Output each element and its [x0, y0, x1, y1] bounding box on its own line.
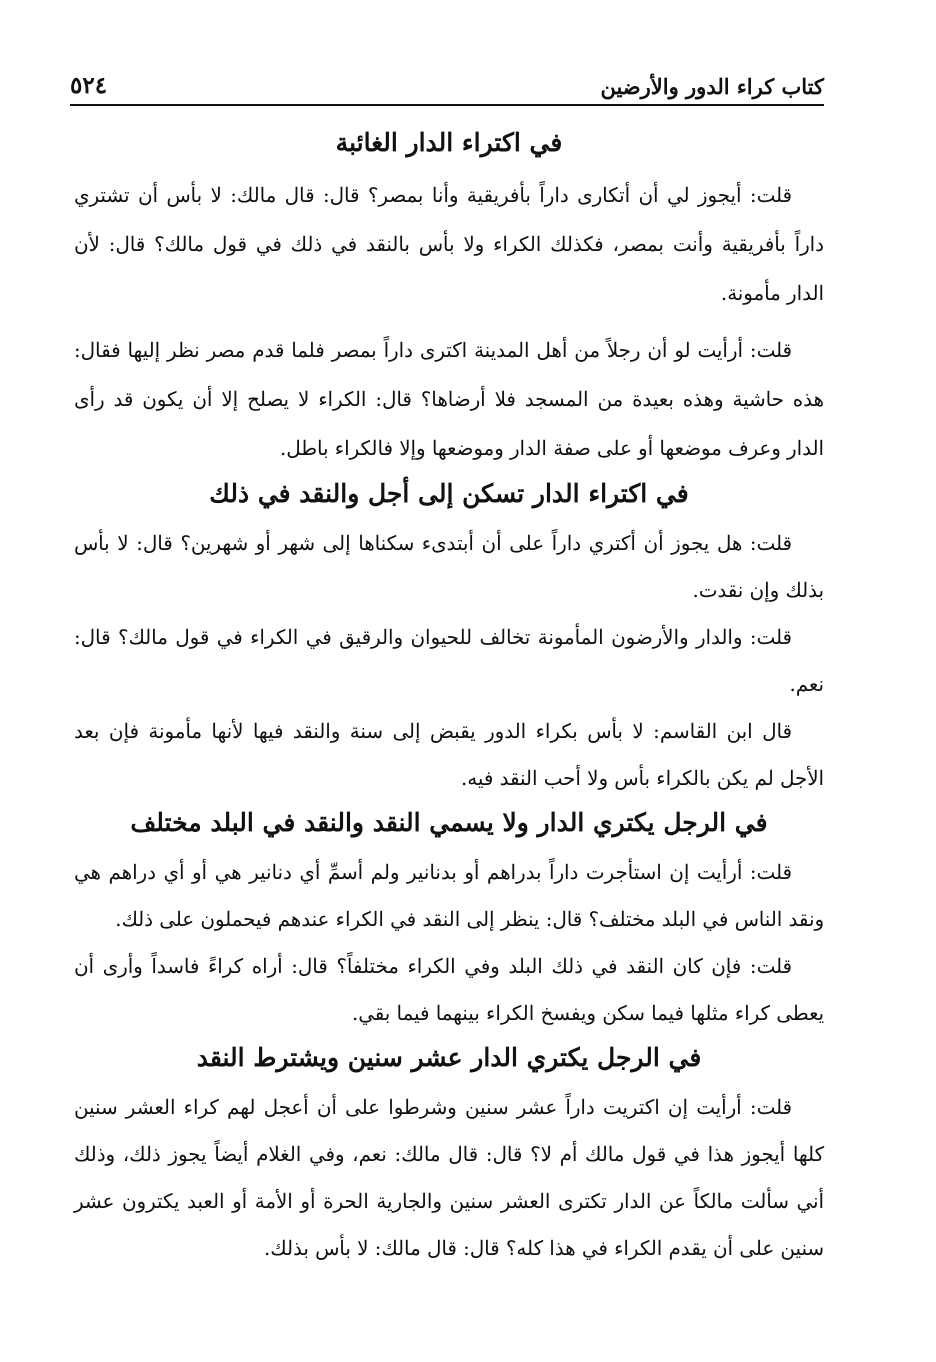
book-title: كتاب كراء الدور والأرضين	[600, 74, 824, 99]
paragraph: قلت: هل يجوز أن أكتري داراً على أن أبتدىء سكناها إلى شهر أو شهرين؟ قال: لا بأس بذلك وإن نقدت.	[74, 532, 824, 602]
page-header	[70, 68, 824, 106]
section-heading: في الرجل يكتري الدار ولا يسمي النقد والنقد في البلد مختلف	[130, 808, 768, 837]
section-heading: في اكتراء الدار تسكن إلى أجل والنقد في ذلك	[209, 479, 689, 508]
section	[74, 808, 824, 1037]
page-number: ٥٢٤	[70, 72, 108, 99]
section-heading: في الرجل يكتري الدار عشر سنين ويشترط النقد	[196, 1043, 702, 1072]
paragraph: قلت: والدار والأرضون المأمونة تخالف للحيوان والرقيق في الكراء في قول مالك؟ قال: نعم.	[74, 626, 824, 696]
section	[74, 479, 824, 802]
paragraph: قلت: أيجوز لي أن أتكارى داراً بأفريقية وأنا بمصر؟ قال: قال مالك: لا بأس أن تشتري داراً بأفريقية وأنت بمصر، فكذلك الكراء ولا بأس بالنقد في ذلك في قول مالك؟ قال: لأن الدار مأمونة.	[74, 184, 824, 305]
paragraph: قلت: أرأيت إن اكتريت داراً عشر سنين وشرطوا على أن أعجل لهم كراء العشر سنين كلها أيجوز هذا في قول مالك أم لا؟ قال: قال مالك: نعم، وفي الغلام أيضاً يجوز ذلك، وذلك أني سألت مالكاً عن الدار تكترى العشر سنين والجارية الحرة أو الأمة أو العبد يكترون عشر سنين على أن يقدم الكراء في هذا كله؟ قال: قال مالك: لا بأس بذلك.	[74, 1096, 824, 1260]
page-body	[74, 128, 824, 1272]
paragraph: قال ابن القاسم: لا بأس بكراء الدور يقبض إلى سنة والنقد فيها لأنها مأمونة فإن بعد الأجل لم يكن بالكراء بأس ولا أحب النقد فيه.	[74, 720, 824, 790]
paragraph: قلت: أرأيت إن استأجرت داراً بدراهم أو بدنانير ولم أسمِّ أي دنانير هي أو أي دراهم هي ونقد الناس في البلد مختلف؟ قال: ينظر إلى النقد في الكراء عندهم فيحملون على ذلك.	[74, 861, 824, 931]
paragraph: قلت: فإن كان النقد في ذلك البلد وفي الكراء مختلفاً؟ قال: أراه كراءً فاسداً وأرى أن يعطى كراء مثلها فيما سكن ويفسخ الكراء بينهما فيما بقي.	[74, 955, 824, 1025]
section-heading: في اكتراء الدار الغائبة	[335, 128, 563, 157]
section	[74, 1043, 824, 1272]
paragraph: قلت: أرأيت لو أن رجلاً من أهل المدينة اكترى داراً بمصر فلما قدم مصر نظر إليها فقال: هذه حاشية وهذه بعيدة من المسجد فلا أرضاها؟ قال: الكراء لا يصلح إلا أن يكون قد رأى الدار وعرف موضعها أو على صفة الدار وموضعها وإلا فالكراء باطل.	[74, 339, 824, 460]
section	[74, 128, 824, 473]
